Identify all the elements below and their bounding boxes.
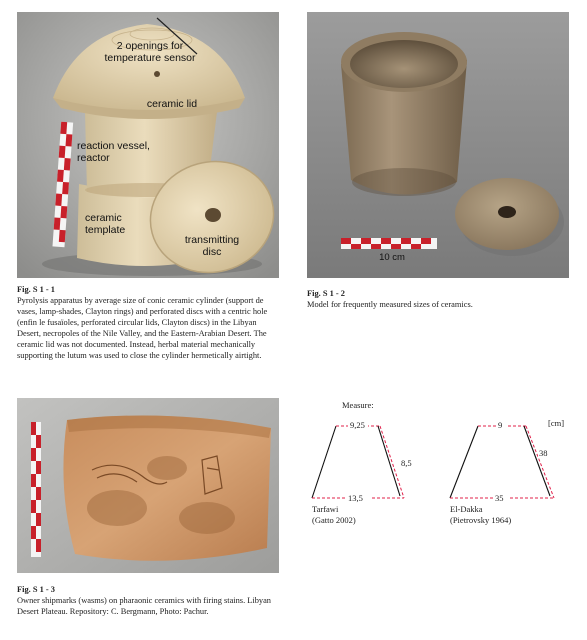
tarfawi-source: (Gatto 2002) bbox=[312, 515, 356, 525]
figure-3 bbox=[17, 398, 279, 573]
figure-3-caption-text: Owner shipmarks (wasms) on pharaonic ceramics with firing stains. Libyan Desert Plateau. Repository: C. Bergmann, Photo: Pachur. bbox=[17, 596, 271, 616]
el-dakka-side-measure: 38 bbox=[539, 448, 548, 458]
tarfawi-top-measure: 9,25 bbox=[350, 420, 365, 430]
figure-2-caption-text: Model for frequently measured sizes of ceramics. bbox=[307, 300, 473, 309]
diagram-title: Measure: bbox=[342, 400, 374, 410]
diagram-unit: [cm] bbox=[548, 418, 565, 428]
tarfawi-bottom-measure: 13,5 bbox=[348, 493, 363, 503]
el-dakka-name: El-Dakka bbox=[450, 504, 483, 514]
el-dakka-source: (Pietrovsky 1964) bbox=[450, 515, 512, 525]
scale-label: 10 cm bbox=[379, 252, 405, 263]
trapezoid-tarfawi bbox=[312, 426, 404, 498]
tarfawi-name: Tarfawi bbox=[312, 504, 339, 514]
tarfawi-side-measure: 8,5 bbox=[401, 458, 412, 468]
label-ceramic-template: ceramic template bbox=[85, 212, 126, 236]
label-reaction-vessel: reaction vessel, reactor bbox=[77, 140, 150, 164]
scale-bar-10cm bbox=[341, 238, 437, 249]
figure-1-number: Fig. S 1 - 1 bbox=[17, 285, 55, 294]
figure-1-caption bbox=[17, 284, 279, 361]
scale-bar-vertical bbox=[31, 422, 41, 557]
figure-2-number: Fig. S 1 - 2 bbox=[307, 289, 345, 298]
figure-1-caption-text: Pyrolysis apparatus by average size of conic ceramic cylinder (support de vases, lamp-shades, Clayton rings) and perforated discs with a centric hole (enfin le fusaïoles, perforated circular lids, Clayton discs) in the Libyan Desert, necropoles of the Nile Valley, and the Eastern-Arabian Desert. The ceramic lid was not documented. Instead, herbal material mechanically supporting the lutum was used to close the cylinder hermetically airtight. bbox=[17, 296, 268, 360]
label-transmitting-disc: transmitting disc bbox=[184, 234, 240, 258]
label-ceramic-lid: ceramic lid bbox=[146, 98, 198, 110]
measure-diagram bbox=[300, 396, 580, 546]
el-dakka-bottom-measure: 35 bbox=[495, 493, 504, 503]
trapezoid-el-dakka bbox=[450, 426, 554, 498]
figure-1 bbox=[17, 12, 279, 278]
el-dakka-top-measure: 9 bbox=[498, 420, 503, 430]
figure-3-number: Fig. S 1 - 3 bbox=[17, 585, 55, 594]
figure-2 bbox=[307, 12, 569, 278]
figure-3-photo bbox=[17, 398, 279, 573]
figure-3-caption bbox=[17, 584, 279, 617]
label-openings: 2 openings for temperature sensor bbox=[104, 40, 196, 64]
figure-2-caption bbox=[307, 288, 569, 310]
figure-2-photo bbox=[307, 12, 569, 278]
